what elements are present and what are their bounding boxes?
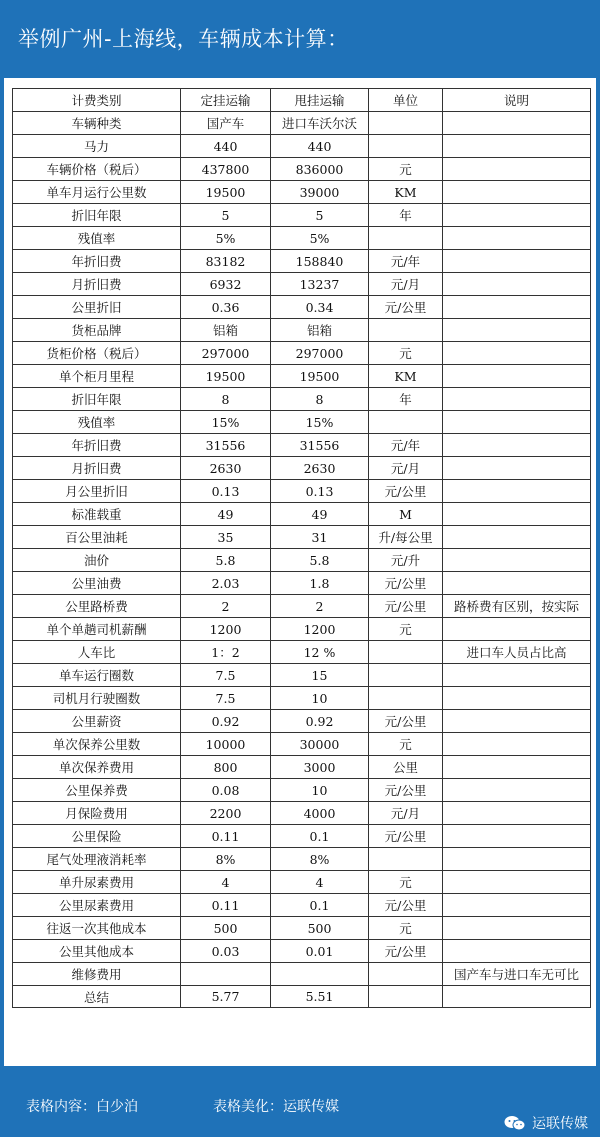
fixed-transport-cell: 49 — [181, 503, 271, 526]
unit-cell: 元/公里 — [369, 296, 443, 319]
fixed-transport-cell: 0.92 — [181, 710, 271, 733]
table-row — [13, 227, 591, 250]
category-cell: 单个单趟司机薪酬 — [13, 618, 181, 641]
fixed-transport-cell: 铝箱 — [181, 319, 271, 342]
category-cell: 往返一次其他成本 — [13, 917, 181, 940]
note-cell — [443, 894, 591, 917]
unit-cell: 元/月 — [369, 273, 443, 296]
table-row — [13, 457, 591, 480]
unit-cell — [369, 986, 443, 1008]
drop-transport-cell: 4000 — [271, 802, 369, 825]
unit-cell — [369, 135, 443, 158]
table-row — [13, 779, 591, 802]
table-row — [13, 710, 591, 733]
table-row — [13, 894, 591, 917]
note-cell — [443, 871, 591, 894]
drop-transport-cell: 5 — [271, 204, 369, 227]
drop-transport-cell: 进口车沃尔沃 — [271, 112, 369, 135]
category-cell: 总结 — [13, 986, 181, 1008]
category-cell: 公里尿素费用 — [13, 894, 181, 917]
unit-cell: 元 — [369, 158, 443, 181]
table-row — [13, 940, 591, 963]
drop-transport-cell: 0.01 — [271, 940, 369, 963]
unit-cell: 元/升 — [369, 549, 443, 572]
drop-transport-cell: 铝箱 — [271, 319, 369, 342]
unit-cell: KM — [369, 181, 443, 204]
note-cell — [443, 273, 591, 296]
note-cell — [443, 848, 591, 871]
drop-transport-cell: 4 — [271, 871, 369, 894]
drop-transport-cell: 158840 — [271, 250, 369, 273]
note-cell — [443, 112, 591, 135]
table-row — [13, 664, 591, 687]
note-cell — [443, 296, 591, 319]
fixed-transport-cell: 4 — [181, 871, 271, 894]
table-row — [13, 549, 591, 572]
table-row — [13, 595, 591, 618]
table-row — [13, 917, 591, 940]
fixed-transport-cell: 5.77 — [181, 986, 271, 1008]
fixed-transport-cell: 0.36 — [181, 296, 271, 319]
unit-cell: 元 — [369, 618, 443, 641]
note-cell — [443, 756, 591, 779]
table-row — [13, 756, 591, 779]
note-cell — [443, 434, 591, 457]
column-header: 说明 — [443, 89, 591, 112]
fixed-transport-cell: 0.13 — [181, 480, 271, 503]
drop-transport-cell: 1.8 — [271, 572, 369, 595]
fixed-transport-cell: 15% — [181, 411, 271, 434]
category-cell: 公里路桥费 — [13, 595, 181, 618]
drop-transport-cell: 39000 — [271, 181, 369, 204]
unit-cell: 元/公里 — [369, 710, 443, 733]
note-cell — [443, 250, 591, 273]
unit-cell: 元/公里 — [369, 572, 443, 595]
table-row — [13, 365, 591, 388]
unit-cell: 元/公里 — [369, 825, 443, 848]
unit-cell — [369, 963, 443, 986]
table-row — [13, 181, 591, 204]
fixed-transport-cell: 0.11 — [181, 825, 271, 848]
unit-cell — [369, 641, 443, 664]
drop-transport-cell: 1200 — [271, 618, 369, 641]
drop-transport-cell: 15 — [271, 664, 369, 687]
drop-transport-cell: 19500 — [271, 365, 369, 388]
column-header: 计费类别 — [13, 89, 181, 112]
note-cell: 进口车人员占比高 — [443, 641, 591, 664]
note-cell — [443, 411, 591, 434]
table-row — [13, 388, 591, 411]
drop-transport-cell: 13237 — [271, 273, 369, 296]
note-cell — [443, 825, 591, 848]
category-cell: 单车月运行公里数 — [13, 181, 181, 204]
note-cell — [443, 227, 591, 250]
content-credit: 表格内容：白少泊 — [26, 1099, 138, 1115]
category-cell: 折旧年限 — [13, 204, 181, 227]
note-cell — [443, 572, 591, 595]
table-row — [13, 480, 591, 503]
note-cell — [443, 480, 591, 503]
category-cell: 单次保养公里数 — [13, 733, 181, 756]
drop-transport-cell: 500 — [271, 917, 369, 940]
unit-cell — [369, 227, 443, 250]
table-row — [13, 687, 591, 710]
table-row — [13, 112, 591, 135]
category-cell: 残值率 — [13, 411, 181, 434]
note-cell — [443, 986, 591, 1008]
category-cell: 折旧年限 — [13, 388, 181, 411]
drop-transport-cell: 5.8 — [271, 549, 369, 572]
drop-transport-cell: 836000 — [271, 158, 369, 181]
table-row — [13, 158, 591, 181]
note-cell — [443, 940, 591, 963]
brand-mark — [504, 1113, 588, 1133]
fixed-transport-cell: 1：2 — [181, 641, 271, 664]
note-cell — [443, 342, 591, 365]
fixed-transport-cell — [181, 963, 271, 986]
fixed-transport-cell: 437800 — [181, 158, 271, 181]
fixed-transport-cell: 0.03 — [181, 940, 271, 963]
category-cell: 百公里油耗 — [13, 526, 181, 549]
fixed-transport-cell: 5 — [181, 204, 271, 227]
brand-name: 运联传媒 — [532, 1116, 588, 1132]
note-cell — [443, 710, 591, 733]
unit-cell — [369, 664, 443, 687]
category-cell: 月折旧费 — [13, 273, 181, 296]
table-row — [13, 273, 591, 296]
table-row — [13, 618, 591, 641]
note-cell — [443, 135, 591, 158]
fixed-transport-cell: 0.08 — [181, 779, 271, 802]
note-cell — [443, 526, 591, 549]
category-cell: 车辆价格（税后） — [13, 158, 181, 181]
unit-cell: 元 — [369, 871, 443, 894]
drop-transport-cell: 2630 — [271, 457, 369, 480]
unit-cell — [369, 112, 443, 135]
drop-transport-cell: 12 % — [271, 641, 369, 664]
category-cell: 油价 — [13, 549, 181, 572]
note-cell — [443, 733, 591, 756]
cost-table — [12, 88, 591, 1008]
note-cell — [443, 779, 591, 802]
wechat-icon — [504, 1115, 526, 1131]
note-cell — [443, 802, 591, 825]
fixed-transport-cell: 6932 — [181, 273, 271, 296]
fixed-transport-cell: 5% — [181, 227, 271, 250]
unit-cell — [369, 848, 443, 871]
fixed-transport-cell: 2 — [181, 595, 271, 618]
category-cell: 单车运行圈数 — [13, 664, 181, 687]
table-panel — [4, 78, 596, 1066]
footer — [0, 1066, 600, 1137]
category-cell: 公里保险 — [13, 825, 181, 848]
drop-transport-cell: 31556 — [271, 434, 369, 457]
category-cell: 车辆种类 — [13, 112, 181, 135]
category-cell: 司机月行驶圈数 — [13, 687, 181, 710]
drop-transport-cell: 2 — [271, 595, 369, 618]
fixed-transport-cell: 1200 — [181, 618, 271, 641]
unit-cell — [369, 411, 443, 434]
fixed-transport-cell: 8 — [181, 388, 271, 411]
table-row — [13, 204, 591, 227]
note-cell — [443, 549, 591, 572]
table-row — [13, 342, 591, 365]
drop-transport-cell: 10 — [271, 779, 369, 802]
unit-cell: 元/公里 — [369, 480, 443, 503]
table-row — [13, 986, 591, 1008]
design-credit: 表格美化：运联传媒 — [213, 1099, 339, 1115]
unit-cell: 元/年 — [369, 434, 443, 457]
category-cell: 货柜价格（税后） — [13, 342, 181, 365]
category-cell: 月保险费用 — [13, 802, 181, 825]
fixed-transport-cell: 83182 — [181, 250, 271, 273]
drop-transport-cell: 0.1 — [271, 825, 369, 848]
fixed-transport-cell: 8% — [181, 848, 271, 871]
note-cell — [443, 158, 591, 181]
note-cell — [443, 664, 591, 687]
drop-transport-cell: 0.34 — [271, 296, 369, 319]
drop-transport-cell — [271, 963, 369, 986]
note-cell — [443, 917, 591, 940]
category-cell: 月折旧费 — [13, 457, 181, 480]
unit-cell: 元 — [369, 733, 443, 756]
fixed-transport-cell: 7.5 — [181, 664, 271, 687]
drop-transport-cell: 0.92 — [271, 710, 369, 733]
unit-cell — [369, 319, 443, 342]
drop-transport-cell: 0.1 — [271, 894, 369, 917]
column-header: 单位 — [369, 89, 443, 112]
fixed-transport-cell: 31556 — [181, 434, 271, 457]
drop-transport-cell: 15% — [271, 411, 369, 434]
drop-transport-cell: 297000 — [271, 342, 369, 365]
category-cell: 公里保养费 — [13, 779, 181, 802]
table-header-row — [13, 89, 591, 112]
table-row — [13, 963, 591, 986]
note-cell: 路桥费有区别，按实际 — [443, 595, 591, 618]
note-cell: 国产车与进口车无可比 — [443, 963, 591, 986]
note-cell — [443, 204, 591, 227]
unit-cell: 公里 — [369, 756, 443, 779]
category-cell: 单次保养费用 — [13, 756, 181, 779]
category-cell: 单个柜月里程 — [13, 365, 181, 388]
fixed-transport-cell: 19500 — [181, 181, 271, 204]
category-cell: 残值率 — [13, 227, 181, 250]
drop-transport-cell: 8% — [271, 848, 369, 871]
drop-transport-cell: 31 — [271, 526, 369, 549]
unit-cell: 元 — [369, 917, 443, 940]
table-row — [13, 526, 591, 549]
fixed-transport-cell: 2630 — [181, 457, 271, 480]
category-cell: 月公里折旧 — [13, 480, 181, 503]
unit-cell: 元/月 — [369, 457, 443, 480]
drop-transport-cell: 30000 — [271, 733, 369, 756]
category-cell: 标准载重 — [13, 503, 181, 526]
fixed-transport-cell: 19500 — [181, 365, 271, 388]
fixed-transport-cell: 2200 — [181, 802, 271, 825]
unit-cell: 升/每公里 — [369, 526, 443, 549]
drop-transport-cell: 0.13 — [271, 480, 369, 503]
table-row — [13, 733, 591, 756]
fixed-transport-cell: 35 — [181, 526, 271, 549]
category-cell: 尾气处理液消耗率 — [13, 848, 181, 871]
note-cell — [443, 618, 591, 641]
table-row — [13, 572, 591, 595]
fixed-transport-cell: 0.11 — [181, 894, 271, 917]
fixed-transport-cell: 国产车 — [181, 112, 271, 135]
category-cell: 年折旧费 — [13, 250, 181, 273]
table-row — [13, 503, 591, 526]
note-cell — [443, 365, 591, 388]
drop-transport-cell: 5.51 — [271, 986, 369, 1008]
column-header: 定挂运输 — [181, 89, 271, 112]
drop-transport-cell: 49 — [271, 503, 369, 526]
category-cell: 单升尿素费用 — [13, 871, 181, 894]
note-cell — [443, 319, 591, 342]
category-cell: 公里其他成本 — [13, 940, 181, 963]
note-cell — [443, 687, 591, 710]
unit-cell: 元/公里 — [369, 940, 443, 963]
unit-cell: 元/公里 — [369, 779, 443, 802]
category-cell: 人车比 — [13, 641, 181, 664]
fixed-transport-cell: 500 — [181, 917, 271, 940]
category-cell: 公里折旧 — [13, 296, 181, 319]
table-row — [13, 250, 591, 273]
unit-cell: 元 — [369, 342, 443, 365]
fixed-transport-cell: 7.5 — [181, 687, 271, 710]
unit-cell: 元/公里 — [369, 894, 443, 917]
fixed-transport-cell: 2.03 — [181, 572, 271, 595]
fixed-transport-cell: 297000 — [181, 342, 271, 365]
note-cell — [443, 181, 591, 204]
table-row — [13, 319, 591, 342]
unit-cell: M — [369, 503, 443, 526]
drop-transport-cell: 5% — [271, 227, 369, 250]
fixed-transport-cell: 440 — [181, 135, 271, 158]
table-row — [13, 434, 591, 457]
table-row — [13, 825, 591, 848]
category-cell: 货柜品牌 — [13, 319, 181, 342]
table-row — [13, 802, 591, 825]
table-row — [13, 641, 591, 664]
unit-cell: 元/年 — [369, 250, 443, 273]
category-cell: 公里薪资 — [13, 710, 181, 733]
unit-cell: 年 — [369, 204, 443, 227]
fixed-transport-cell: 10000 — [181, 733, 271, 756]
unit-cell: 元/月 — [369, 802, 443, 825]
page-title: 举例广州-上海线，车辆成本计算： — [18, 27, 349, 51]
column-header: 甩挂运输 — [271, 89, 369, 112]
table-row — [13, 135, 591, 158]
table-row — [13, 848, 591, 871]
table-row — [13, 871, 591, 894]
fixed-transport-cell: 5.8 — [181, 549, 271, 572]
drop-transport-cell: 3000 — [271, 756, 369, 779]
fixed-transport-cell: 800 — [181, 756, 271, 779]
category-cell: 公里油费 — [13, 572, 181, 595]
unit-cell: 年 — [369, 388, 443, 411]
unit-cell — [369, 687, 443, 710]
table-row — [13, 296, 591, 319]
drop-transport-cell: 8 — [271, 388, 369, 411]
note-cell — [443, 503, 591, 526]
category-cell: 年折旧费 — [13, 434, 181, 457]
category-cell: 维修费用 — [13, 963, 181, 986]
note-cell — [443, 457, 591, 480]
note-cell — [443, 388, 591, 411]
category-cell: 马力 — [13, 135, 181, 158]
table-row — [13, 411, 591, 434]
unit-cell: 元/公里 — [369, 595, 443, 618]
drop-transport-cell: 440 — [271, 135, 369, 158]
unit-cell: KM — [369, 365, 443, 388]
drop-transport-cell: 10 — [271, 687, 369, 710]
